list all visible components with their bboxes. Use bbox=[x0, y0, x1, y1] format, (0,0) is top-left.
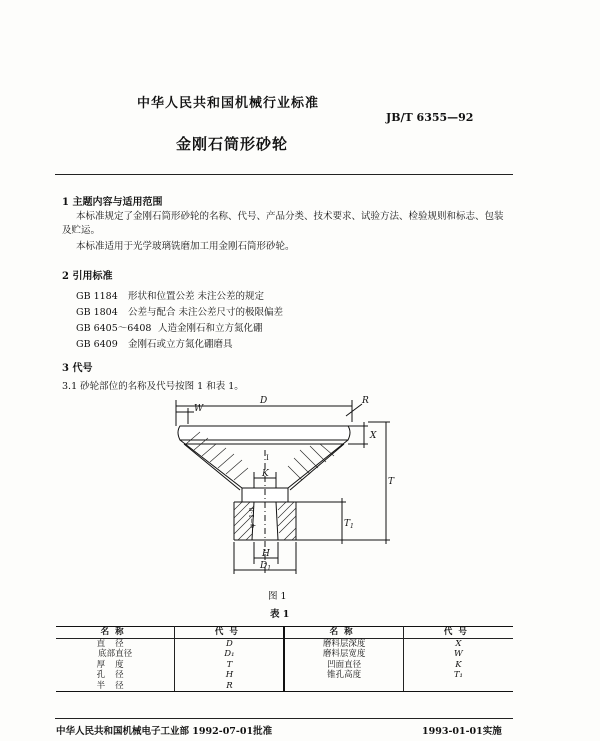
standard-org: 中华人民共和国机械行业标准 bbox=[137, 96, 320, 111]
reference-item: GB 1804 公差与配合 未注公差尺寸的极限偏差 bbox=[76, 307, 284, 318]
label-T: T bbox=[388, 477, 395, 487]
figure-caption: 图 1 bbox=[268, 591, 287, 602]
table-row: 半径 R bbox=[56, 681, 513, 692]
section-2-heading: 2 引用标准 bbox=[62, 271, 113, 282]
table-header: 代号 bbox=[403, 627, 513, 639]
section-1-para-1-cont: 及贮运。 bbox=[62, 225, 101, 236]
section-3-heading: 3 代号 bbox=[62, 363, 93, 374]
table-row: 厚度 T 凹面直径 K bbox=[56, 660, 513, 671]
label-H: H bbox=[262, 549, 270, 559]
table-row: 孔径 H 锥孔高度 T₁ bbox=[56, 670, 513, 681]
label-X: X bbox=[370, 431, 377, 441]
table-header: 代号 bbox=[175, 627, 285, 639]
label-T1: $T_1$ bbox=[344, 519, 354, 530]
header-rule bbox=[55, 174, 513, 175]
document-title: 金刚石筒形砂轮 bbox=[176, 135, 289, 153]
reference-item: GB 6409 金刚石或立方氮化硼磨具 bbox=[76, 339, 233, 350]
label-W: W bbox=[194, 404, 204, 414]
label-D: D bbox=[260, 396, 268, 406]
label-taper: φ=1:8 bbox=[248, 507, 256, 528]
label-R: R bbox=[362, 396, 369, 406]
label-D1: $D_1$ bbox=[260, 561, 272, 572]
section-1-heading: 1 主题内容与适用范围 bbox=[62, 197, 163, 208]
table-row: 直径 D 磨料层深度 X bbox=[56, 638, 513, 649]
section-1-para-2: 本标准适用于光学玻璃铣磨加工用金刚石筒形砂轮。 bbox=[76, 241, 295, 252]
table-caption: 表 1 bbox=[270, 609, 290, 620]
label-center: I bbox=[266, 454, 269, 462]
reference-item: GB 6405～6408 人造金刚石和立方氮化硼 bbox=[76, 323, 263, 334]
grinding-wheel-figure bbox=[150, 392, 410, 582]
table-header: 名称 bbox=[56, 627, 175, 639]
footer-rule bbox=[55, 718, 513, 719]
table-row: 底部直径 D₁ 磨料层宽度 W bbox=[56, 649, 513, 660]
table-1 bbox=[56, 626, 513, 692]
table-header: 名称 bbox=[284, 627, 403, 639]
label-K: K bbox=[262, 469, 269, 479]
reference-item: GB 1184 形状和位置公差 未注公差的规定 bbox=[76, 291, 265, 302]
standard-code: JB/T 6355—92 bbox=[386, 111, 474, 124]
section-1-para-1: 本标准规定了金刚石筒形砂轮的名称、代号、产品分类、技术要求、试验方法、检验规则和标志、包装 bbox=[76, 211, 504, 222]
approval-note: 中华人民共和国机械电子工业部 1992-07-01批准 bbox=[56, 726, 273, 737]
effective-date: 1993-01-01实施 bbox=[422, 726, 502, 737]
section-3-1-text: 3.1 砂轮部位的名称及代号按图 1 和表 1。 bbox=[62, 381, 244, 392]
